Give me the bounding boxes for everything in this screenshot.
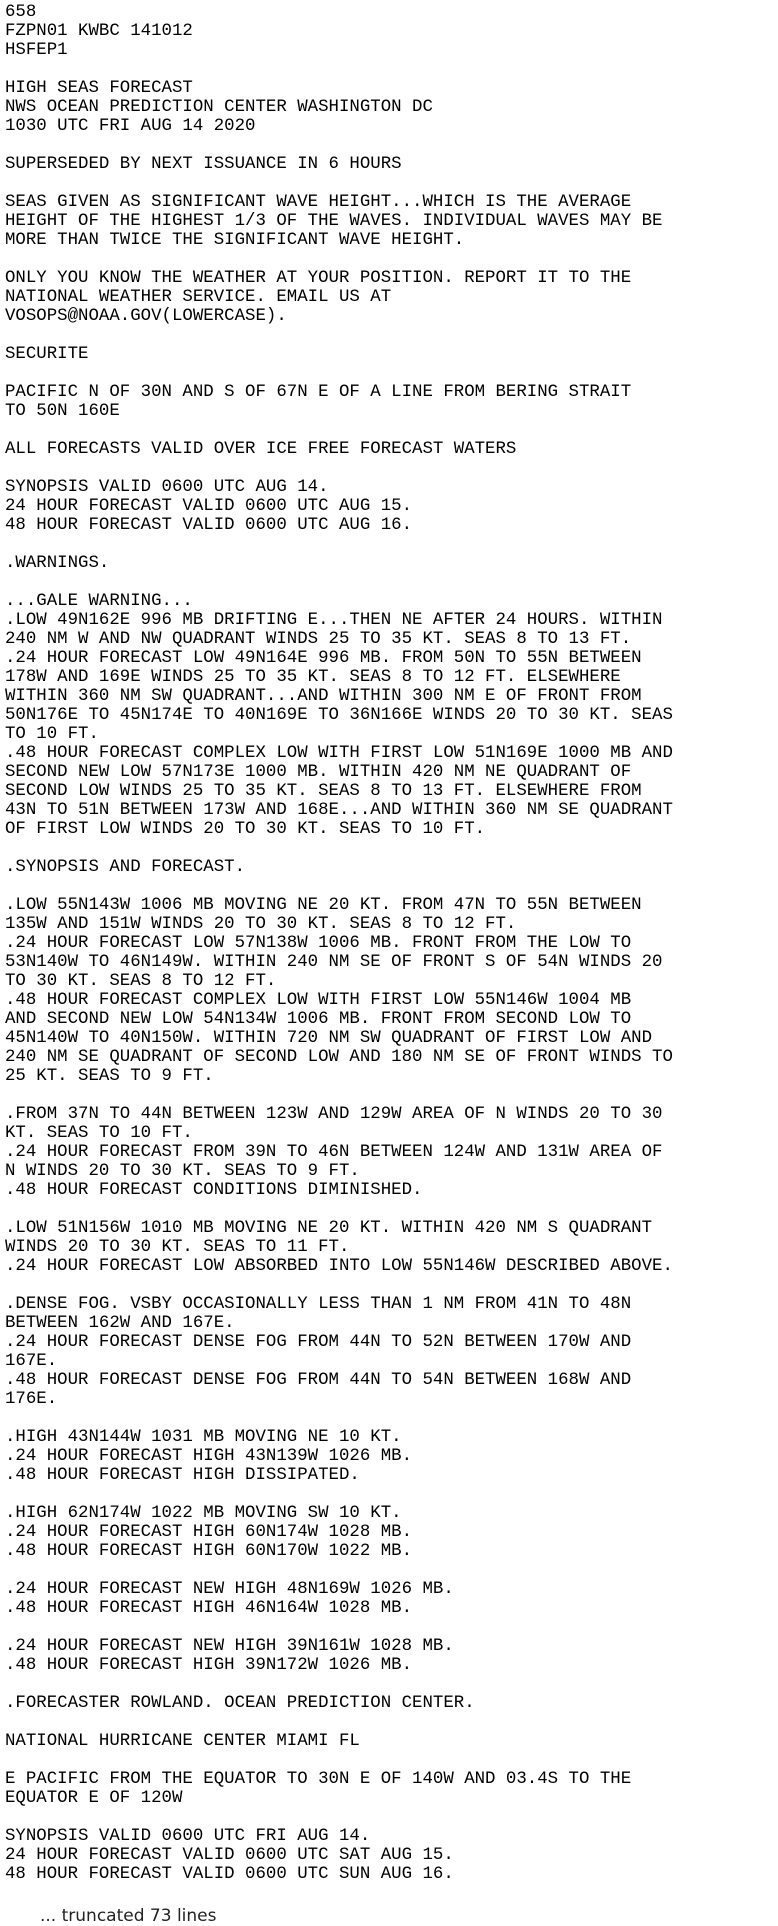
text-line: SECOND LOW WINDS 25 TO 35 KT. SEAS 8 TO 13 FT. ELSEWHERE FROM bbox=[5, 782, 642, 801]
text-line: SYNOPSIS VALID 0600 UTC FRI AUG 14. bbox=[5, 1827, 371, 1846]
text-line: NATIONAL WEATHER SERVICE. EMAIL US AT bbox=[5, 288, 392, 307]
text-line: .48 HOUR FORECAST DENSE FOG FROM 44N TO 54N BETWEEN 168W AND bbox=[5, 1371, 632, 1390]
text-line: WITHIN 360 NM SW QUADRANT...AND WITHIN 300 NM E OF FRONT FROM bbox=[5, 687, 642, 706]
text-line: .24 HOUR FORECAST NEW HIGH 39N161W 1028 MB. bbox=[5, 1637, 454, 1656]
text-line: BETWEEN 162W AND 167E. bbox=[5, 1314, 235, 1333]
text-line: 45N140W TO 40N150W. WITHIN 720 NM SW QUADRANT OF FIRST LOW AND bbox=[5, 1029, 653, 1048]
text-line bbox=[5, 1409, 777, 1428]
text-line bbox=[5, 250, 777, 269]
text-line bbox=[5, 573, 777, 592]
text-line: .48 HOUR FORECAST COMPLEX LOW WITH FIRST LOW 55N146W 1004 MB bbox=[5, 991, 632, 1010]
text-line: .HIGH 43N144W 1031 MB MOVING NE 10 KT. bbox=[5, 1428, 402, 1447]
text-line: TO 10 FT. bbox=[5, 725, 99, 744]
text-line: AND SECOND NEW LOW 54N134W 1006 MB. FRONT FROM SECOND LOW TO bbox=[5, 1010, 632, 1029]
text-line: ONLY YOU KNOW THE WEATHER AT YOUR POSITION. REPORT IT TO THE bbox=[5, 269, 632, 288]
text-line bbox=[5, 1713, 777, 1732]
text-line: 1030 UTC FRI AUG 14 2020 bbox=[5, 117, 256, 136]
text-line: TO 50N 160E bbox=[5, 402, 120, 421]
text-line: .24 HOUR FORECAST FROM 39N TO 46N BETWEEN 124W AND 131W AREA OF bbox=[5, 1143, 663, 1162]
text-line: .FORECASTER ROWLAND. OCEAN PREDICTION CENTER. bbox=[5, 1694, 475, 1713]
text-line: 24 HOUR FORECAST VALID 0600 UTC SAT AUG 15. bbox=[5, 1846, 454, 1865]
text-line: SEAS GIVEN AS SIGNIFICANT WAVE HEIGHT...WHICH IS THE AVERAGE bbox=[5, 193, 632, 212]
text-line: .24 HOUR FORECAST NEW HIGH 48N169W 1026 MB. bbox=[5, 1580, 454, 1599]
text-line: .FROM 37N TO 44N BETWEEN 123W AND 129W AREA OF N WINDS 20 TO 30 bbox=[5, 1105, 663, 1124]
text-line: 43N TO 51N BETWEEN 173W AND 168E...AND WITHIN 360 NM SE QUADRANT bbox=[5, 801, 673, 820]
text-line: PACIFIC N OF 30N AND S OF 67N E OF A LINE FROM BERING STRAIT bbox=[5, 383, 632, 402]
text-line bbox=[5, 60, 777, 79]
text-line: HEIGHT OF THE HIGHEST 1/3 OF THE WAVES. INDIVIDUAL WAVES MAY BE bbox=[5, 212, 663, 231]
text-line: .48 HOUR FORECAST CONDITIONS DIMINISHED. bbox=[5, 1181, 423, 1200]
text-line bbox=[5, 1276, 777, 1295]
text-line: 48 HOUR FORECAST VALID 0600 UTC SUN AUG 16. bbox=[5, 1865, 454, 1884]
text-line: .HIGH 62N174W 1022 MB MOVING SW 10 KT. bbox=[5, 1504, 402, 1523]
text-line: FZPN01 KWBC 141012 bbox=[5, 22, 193, 41]
text-line: KT. SEAS TO 10 FT. bbox=[5, 1124, 193, 1143]
text-line: HSFEP1 bbox=[5, 41, 68, 60]
text-line: .48 HOUR FORECAST HIGH 46N164W 1028 MB. bbox=[5, 1599, 413, 1618]
text-line: NATIONAL HURRICANE CENTER MIAMI FL bbox=[5, 1732, 360, 1751]
text-line: 53N140W TO 46N149W. WITHIN 240 NM SE OF FRONT S OF 54N WINDS 20 bbox=[5, 953, 663, 972]
text-line bbox=[5, 459, 777, 478]
text-line: OF FIRST LOW WINDS 20 TO 30 KT. SEAS TO 10 FT. bbox=[5, 820, 486, 839]
text-line: MORE THAN TWICE THE SIGNIFICANT WAVE HEIGHT. bbox=[5, 231, 465, 250]
text-line bbox=[5, 1618, 777, 1637]
text-line bbox=[5, 1808, 777, 1827]
text-line bbox=[5, 421, 777, 440]
text-line bbox=[5, 535, 777, 554]
text-line: 48 HOUR FORECAST VALID 0600 UTC AUG 16. bbox=[5, 516, 413, 535]
text-line: HIGH SEAS FORECAST bbox=[5, 79, 193, 98]
text-line: .LOW 49N162E 996 MB DRIFTING E...THEN NE AFTER 24 HOURS. WITHIN bbox=[5, 611, 663, 630]
text-line bbox=[5, 1751, 777, 1770]
text-line: SUPERSEDED BY NEXT ISSUANCE IN 6 HOURS bbox=[5, 155, 402, 174]
text-line: 24 HOUR FORECAST VALID 0600 UTC AUG 15. bbox=[5, 497, 413, 516]
text-line: E PACIFIC FROM THE EQUATOR TO 30N E OF 140W AND 03.4S TO THE bbox=[5, 1770, 632, 1789]
text-line: 25 KT. SEAS TO 9 FT. bbox=[5, 1067, 214, 1086]
text-line: TO 30 KT. SEAS 8 TO 12 FT. bbox=[5, 972, 277, 991]
text-line: .LOW 51N156W 1010 MB MOVING NE 20 KT. WITHIN 420 NM S QUADRANT bbox=[5, 1219, 653, 1238]
text-line bbox=[5, 877, 777, 896]
text-line: .LOW 55N143W 1006 MB MOVING NE 20 KT. FROM 47N TO 55N BETWEEN bbox=[5, 896, 642, 915]
text-line: 658 bbox=[5, 3, 37, 22]
text-line: SYNOPSIS VALID 0600 UTC AUG 14. bbox=[5, 478, 329, 497]
text-line: .24 HOUR FORECAST LOW 49N164E 996 MB. FROM 50N TO 55N BETWEEN bbox=[5, 649, 642, 668]
text-line bbox=[5, 1675, 777, 1694]
text-line: 50N176E TO 45N174E TO 40N169E TO 36N166E WINDS 20 TO 30 KT. SEAS bbox=[5, 706, 673, 725]
text-line: ...GALE WARNING... bbox=[5, 592, 193, 611]
truncation-note: ... truncated 73 lines bbox=[40, 1906, 217, 1926]
text-line: 176E. bbox=[5, 1390, 58, 1409]
text-line: .24 HOUR FORECAST LOW ABSORBED INTO LOW 55N146W DESCRIBED ABOVE. bbox=[5, 1257, 673, 1276]
text-line: WINDS 20 TO 30 KT. SEAS TO 11 FT. bbox=[5, 1238, 350, 1257]
text-line: .24 HOUR FORECAST LOW 57N138W 1006 MB. FRONT FROM THE LOW TO bbox=[5, 934, 632, 953]
text-line: .SYNOPSIS AND FORECAST. bbox=[5, 858, 246, 877]
text-line: 178W AND 169E WINDS 25 TO 35 KT. SEAS 8 TO 12 FT. ELSEWHERE bbox=[5, 668, 621, 687]
text-line: .48 HOUR FORECAST HIGH 39N172W 1026 MB. bbox=[5, 1656, 413, 1675]
text-line bbox=[5, 364, 777, 383]
text-line: .24 HOUR FORECAST HIGH 43N139W 1026 MB. bbox=[5, 1447, 413, 1466]
text-line bbox=[5, 1086, 777, 1105]
text-line bbox=[5, 136, 777, 155]
text-line bbox=[5, 1485, 777, 1504]
text-line: .24 HOUR FORECAST HIGH 60N174W 1028 MB. bbox=[5, 1523, 413, 1542]
text-line: 240 NM SE QUADRANT OF SECOND LOW AND 180 NM SE OF FRONT WINDS TO bbox=[5, 1048, 673, 1067]
text-line bbox=[5, 1200, 777, 1219]
text-line: N WINDS 20 TO 30 KT. SEAS TO 9 FT. bbox=[5, 1162, 360, 1181]
text-line: NWS OCEAN PREDICTION CENTER WASHINGTON DC bbox=[5, 98, 433, 117]
text-line: 167E. bbox=[5, 1352, 58, 1371]
forecast-text-document bbox=[5, 3, 777, 1884]
text-line: VOSOPS@NOAA.GOV(LOWERCASE). bbox=[5, 307, 287, 326]
text-line: .48 HOUR FORECAST HIGH 60N170W 1022 MB. bbox=[5, 1542, 413, 1561]
text-line: .24 HOUR FORECAST DENSE FOG FROM 44N TO 52N BETWEEN 170W AND bbox=[5, 1333, 632, 1352]
text-line: ALL FORECASTS VALID OVER ICE FREE FORECAST WATERS bbox=[5, 440, 517, 459]
text-line: 240 NM W AND NW QUADRANT WINDS 25 TO 35 KT. SEAS 8 TO 13 FT. bbox=[5, 630, 632, 649]
text-line: .DENSE FOG. VSBY OCCASIONALLY LESS THAN 1 NM FROM 41N TO 48N bbox=[5, 1295, 632, 1314]
text-line: SECOND NEW LOW 57N173E 1000 MB. WITHIN 420 NM NE QUADRANT OF bbox=[5, 763, 632, 782]
text-line bbox=[5, 839, 777, 858]
text-line: SECURITE bbox=[5, 345, 89, 364]
text-line bbox=[5, 174, 777, 193]
text-line: .48 HOUR FORECAST HIGH DISSIPATED. bbox=[5, 1466, 360, 1485]
text-line: EQUATOR E OF 120W bbox=[5, 1789, 183, 1808]
text-line: 135W AND 151W WINDS 20 TO 30 KT. SEAS 8 TO 12 FT. bbox=[5, 915, 517, 934]
text-line: .48 HOUR FORECAST COMPLEX LOW WITH FIRST LOW 51N169E 1000 MB AND bbox=[5, 744, 673, 763]
text-line bbox=[5, 1561, 777, 1580]
text-line: .WARNINGS. bbox=[5, 554, 110, 573]
text-line bbox=[5, 326, 777, 345]
